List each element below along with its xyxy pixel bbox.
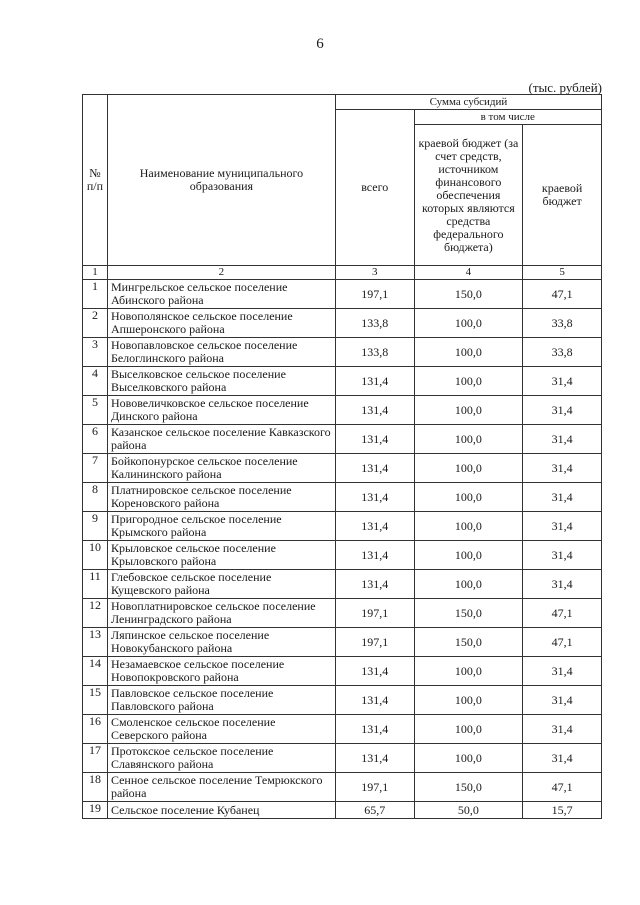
municipality-name: Ляпинское сельское поселение Новокубанского района	[107, 628, 335, 657]
units-label: (тыс. рублей)	[528, 80, 602, 95]
municipality-name: Смоленское сельское поселение Северского района	[107, 715, 335, 744]
table-row	[83, 773, 602, 802]
municipality-name: Казанское сельское поселение Кавказского района	[107, 425, 335, 454]
index-row	[83, 266, 602, 280]
header-name: Наименование муниципального образования	[107, 95, 335, 266]
total-value: 131,4	[335, 715, 414, 744]
total-value: 131,4	[335, 367, 414, 396]
table-row	[83, 715, 602, 744]
table-row	[83, 367, 602, 396]
regional-value: 33,8	[523, 309, 602, 338]
table-row	[83, 628, 602, 657]
row-number: 3	[83, 338, 108, 367]
row-number: 12	[83, 599, 108, 628]
header-in-that-number: в том числе	[414, 110, 601, 125]
total-value: 131,4	[335, 686, 414, 715]
index-cell: 5	[523, 266, 602, 280]
municipality-name: Глебовское сельское поселение Кущевского района	[107, 570, 335, 599]
table-row	[83, 744, 602, 773]
regional-value: 31,4	[523, 657, 602, 686]
municipality-name: Незамаевское сельское поселение Новопокровского района	[107, 657, 335, 686]
table-row	[83, 309, 602, 338]
federal-value: 150,0	[414, 628, 523, 657]
federal-value: 100,0	[414, 715, 523, 744]
federal-value: 100,0	[414, 512, 523, 541]
municipality-name: Бойкопонурское сельское поселение Калининского района	[107, 454, 335, 483]
header-total: всего	[335, 110, 414, 266]
total-value: 197,1	[335, 628, 414, 657]
row-number: 11	[83, 570, 108, 599]
row-number: 9	[83, 512, 108, 541]
total-value: 133,8	[335, 338, 414, 367]
regional-value: 47,1	[523, 628, 602, 657]
regional-value: 47,1	[523, 280, 602, 309]
regional-value: 31,4	[523, 541, 602, 570]
table-row	[83, 454, 602, 483]
row-number: 1	[83, 280, 108, 309]
municipality-name: Новопавловское сельское поселение Белоглинского района	[107, 338, 335, 367]
table-row	[83, 396, 602, 425]
federal-value: 100,0	[414, 425, 523, 454]
total-value: 131,4	[335, 425, 414, 454]
total-value: 131,4	[335, 541, 414, 570]
regional-value: 47,1	[523, 599, 602, 628]
federal-value: 100,0	[414, 744, 523, 773]
total-value: 131,4	[335, 512, 414, 541]
page-number: 6	[316, 36, 324, 52]
row-number: 4	[83, 367, 108, 396]
federal-value: 100,0	[414, 454, 523, 483]
row-number: 5	[83, 396, 108, 425]
table-row	[83, 599, 602, 628]
federal-value: 100,0	[414, 686, 523, 715]
total-value: 133,8	[335, 309, 414, 338]
regional-value: 31,4	[523, 454, 602, 483]
row-number: 19	[83, 802, 108, 819]
row-number: 7	[83, 454, 108, 483]
total-value: 131,4	[335, 744, 414, 773]
regional-value: 31,4	[523, 570, 602, 599]
regional-value: 31,4	[523, 396, 602, 425]
table-row	[83, 338, 602, 367]
federal-value: 100,0	[414, 396, 523, 425]
municipality-name: Выселковское сельское поселение Выселковского района	[107, 367, 335, 396]
table-row	[83, 541, 602, 570]
federal-value: 100,0	[414, 483, 523, 512]
total-value: 131,4	[335, 396, 414, 425]
table-row	[83, 425, 602, 454]
total-value: 197,1	[335, 773, 414, 802]
table-row	[83, 686, 602, 715]
municipality-name: Сенное сельское поселение Темрюкского района	[107, 773, 335, 802]
regional-value: 33,8	[523, 338, 602, 367]
row-number: 17	[83, 744, 108, 773]
federal-value: 50,0	[414, 802, 523, 819]
municipality-name: Мингрельское сельское поселение Абинского района	[107, 280, 335, 309]
row-number: 8	[83, 483, 108, 512]
total-value: 131,4	[335, 570, 414, 599]
subsidy-table	[82, 94, 602, 819]
total-value: 131,4	[335, 483, 414, 512]
index-cell: 3	[335, 266, 414, 280]
total-value: 131,4	[335, 657, 414, 686]
federal-value: 100,0	[414, 541, 523, 570]
header-regional: краевой бюджет	[523, 125, 602, 266]
row-number: 14	[83, 657, 108, 686]
federal-value: 100,0	[414, 338, 523, 367]
total-value: 197,1	[335, 280, 414, 309]
header-sum-subsidies: Сумма субсидий	[335, 95, 601, 110]
federal-value: 150,0	[414, 773, 523, 802]
header-num: № п/п	[83, 95, 108, 266]
regional-value: 31,4	[523, 744, 602, 773]
index-cell: 2	[107, 266, 335, 280]
row-number: 2	[83, 309, 108, 338]
regional-value: 47,1	[523, 773, 602, 802]
row-number: 6	[83, 425, 108, 454]
total-value: 197,1	[335, 599, 414, 628]
table-row	[83, 657, 602, 686]
regional-value: 31,4	[523, 483, 602, 512]
municipality-name: Протокское сельское поселение Славянского района	[107, 744, 335, 773]
index-cell: 4	[414, 266, 523, 280]
federal-value: 100,0	[414, 309, 523, 338]
row-number: 18	[83, 773, 108, 802]
federal-value: 100,0	[414, 570, 523, 599]
row-number: 10	[83, 541, 108, 570]
table-row	[83, 570, 602, 599]
federal-value: 150,0	[414, 599, 523, 628]
municipality-name: Сельское поселение Кубанец	[107, 802, 335, 819]
regional-value: 31,4	[523, 686, 602, 715]
federal-value: 100,0	[414, 367, 523, 396]
municipality-name: Новоплатнировское сельское поселение Ленинградского района	[107, 599, 335, 628]
total-value: 131,4	[335, 454, 414, 483]
federal-value: 100,0	[414, 657, 523, 686]
header-federal: краевой бюджет (за счет средств, источником финансового обеспечения которых являются средства федерального бюджета)	[414, 125, 523, 266]
municipality-name: Новополянское сельское поселение Апшеронского района	[107, 309, 335, 338]
row-number: 13	[83, 628, 108, 657]
regional-value: 31,4	[523, 367, 602, 396]
municipality-name: Нововеличковское сельское поселение Динского района	[107, 396, 335, 425]
table-row	[83, 280, 602, 309]
row-number: 15	[83, 686, 108, 715]
municipality-name: Пригородное сельское поселение Крымского района	[107, 512, 335, 541]
regional-value: 15,7	[523, 802, 602, 819]
index-cell: 1	[83, 266, 108, 280]
municipality-name: Крыловское сельское поселение Крыловского района	[107, 541, 335, 570]
municipality-name: Павловское сельское поселение Павловского района	[107, 686, 335, 715]
federal-value: 150,0	[414, 280, 523, 309]
total-value: 65,7	[335, 802, 414, 819]
municipality-name: Платнировское сельское поселение Кореновского района	[107, 483, 335, 512]
regional-value: 31,4	[523, 715, 602, 744]
table-row	[83, 802, 602, 819]
table-row	[83, 483, 602, 512]
row-number: 16	[83, 715, 108, 744]
regional-value: 31,4	[523, 512, 602, 541]
regional-value: 31,4	[523, 425, 602, 454]
table-row	[83, 512, 602, 541]
